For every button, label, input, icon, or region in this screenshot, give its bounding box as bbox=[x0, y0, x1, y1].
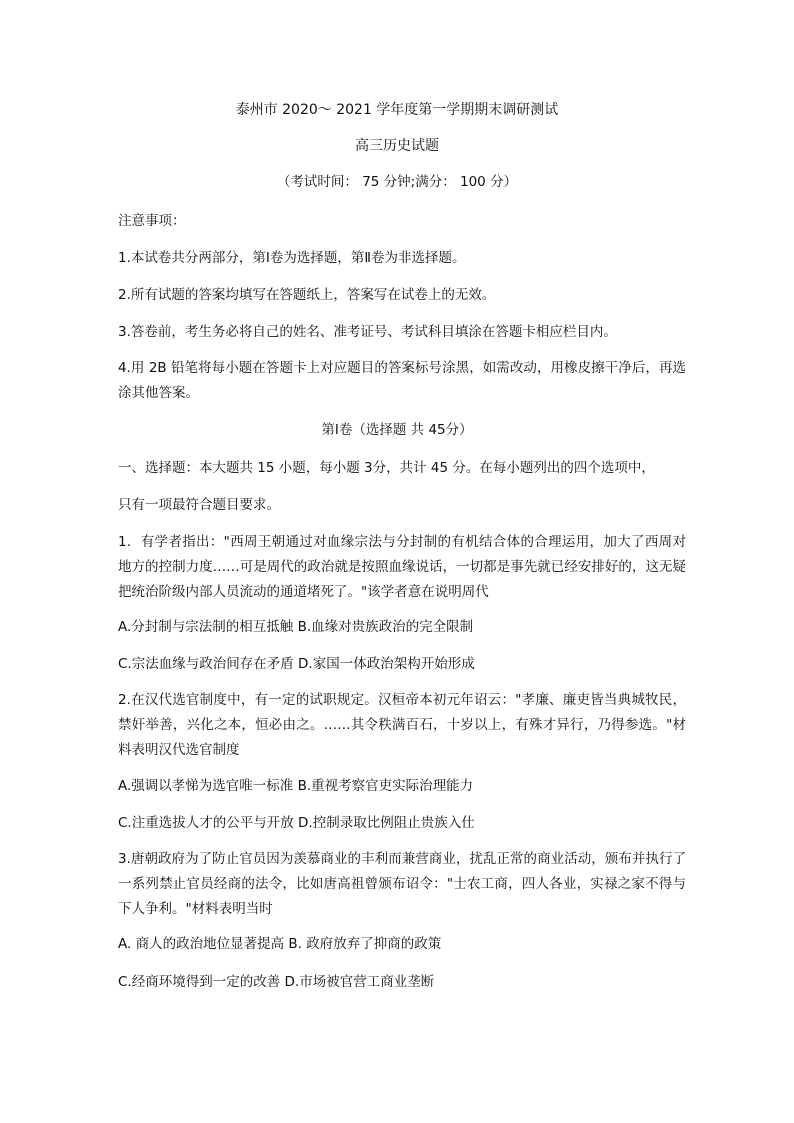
question-options: C.注重选拔人才的公平与开放 D.控制录取比例阻止贵族入仕 bbox=[118, 815, 475, 831]
question-options: C.宗法血缘与政治间存在矛盾 D.家国一体政治架构开始形成 bbox=[118, 656, 475, 672]
part1-heading: 第Ⅰ卷（选择题 共 45分） bbox=[321, 422, 473, 438]
question-stem: 1．有学者指出："西周王朝通过对血缘宗法与分封制的有机结合体的合理运用，加大了西周对地方的控制力度……可是周代的政治就是按照血缘说话，一切都是事先就已经安排好的，这无疑把统治阶级内部人员流动的通道堵死了。"该学者意在说明周代 bbox=[118, 534, 686, 600]
exam-subject: 高三历史试题 bbox=[355, 138, 439, 154]
part1-instruction: 只有一项最符合题目要求。 bbox=[118, 497, 280, 513]
notice-heading: 注意事项： bbox=[118, 213, 186, 229]
exam-title: 泰州市 2020～ 2021 学年度第一学期期末调研测试 bbox=[235, 102, 559, 118]
notice-item: 2.所有试题的答案均填写在答题纸上，答案写在试卷上的无效。 bbox=[118, 287, 496, 303]
exam-info: （考试时间： 75 分钟;满分： 100 分） bbox=[276, 174, 518, 190]
question-options: C.经商环境得到一定的改善 D.市场被官营工商业垄断 bbox=[118, 974, 435, 990]
question-options: A.强调以孝悌为选官唯一标准 B.重视考察官吏实际治理能力 bbox=[118, 778, 474, 794]
question-options: A.分封制与宗法制的相互抵触 B.血缘对贵族政治的完全限制 bbox=[118, 619, 474, 635]
question-stem: 3.唐朝政府为了防止官员因为羡慕商业的丰利而兼营商业，扰乱正常的商业活动，颁布并执行了一系列禁止官员经商的法令，比如唐高祖曾颁布诏令："士农工商，四人各业，实禄之家不得与下人争利。"材料表明当时 bbox=[118, 851, 686, 917]
part1-instruction: 一、选择题：本大题共 15 小题，每小题 3分，共计 45 分。在每小题列出的四个选项中， bbox=[118, 460, 655, 476]
question-stem: 2.在汉代选官制度中，有一定的试职规定。汉桓帝本初元年诏云："孝廉、廉吏皆当典城牧民，禁奸举善，兴化之本，恒必由之。……其令秩满百石，十岁以上，有殊才异行，乃得参选。"材料表明汉代选官制度 bbox=[118, 692, 686, 758]
question-options: A. 商人的政治地位显著提高 B. 政府放弃了抑商的政策 bbox=[118, 936, 442, 952]
notice-item: 4.用 2B 铅笔将每小题在答题卡上对应题目的答案标号涂黑，如需改动，用橡皮擦干净后，再选涂其他答案。 bbox=[118, 360, 686, 401]
notice-item: 1.本试卷共分两部分，第Ⅰ卷为选择题，第Ⅱ卷为非选择题。 bbox=[118, 250, 466, 266]
notice-item: 3.答卷前，考生务必将自己的姓名、准考证号、考试科目填涂在答题卡相应栏目内。 bbox=[118, 324, 617, 340]
